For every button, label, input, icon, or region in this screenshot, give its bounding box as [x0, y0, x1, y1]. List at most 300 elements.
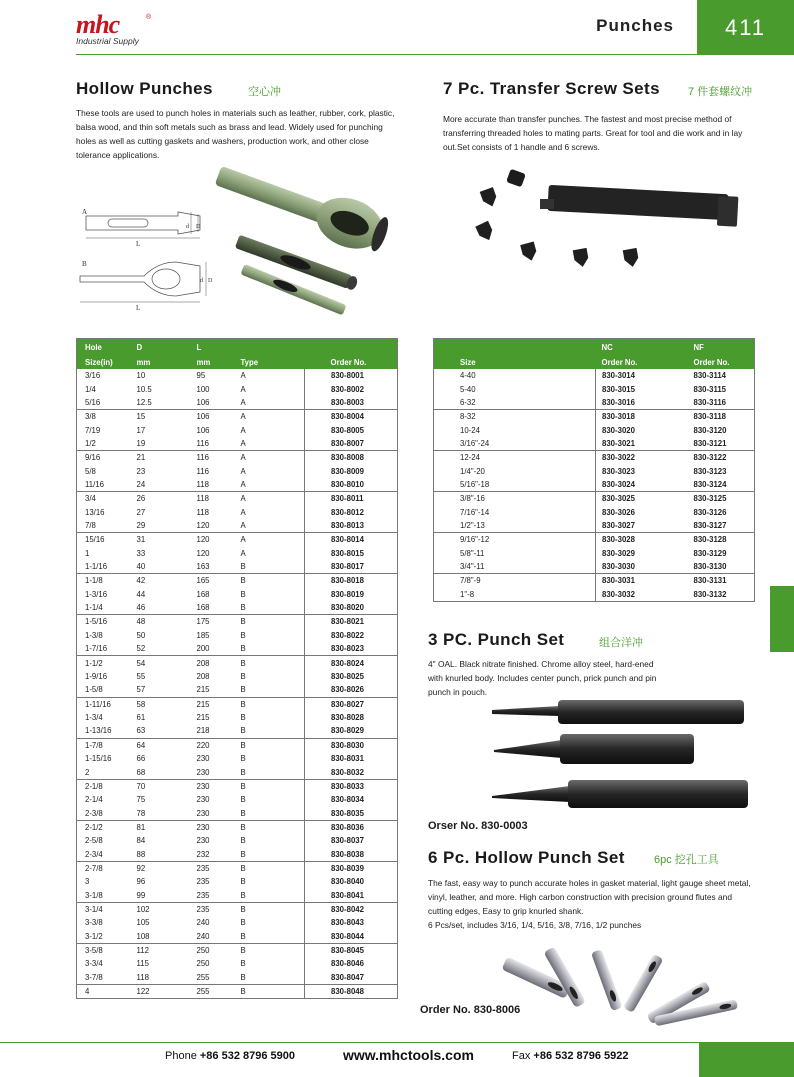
l-mm-cell: 200	[189, 642, 233, 656]
l-mm-cell: 106	[196, 412, 210, 422]
hole-size-cell: 3-1/8	[77, 889, 129, 903]
type-cell: B	[240, 630, 246, 640]
nc-order-cell: 830-3028	[596, 533, 688, 547]
order-no-cell: 830-8021	[305, 615, 398, 629]
col-header: D	[129, 339, 189, 354]
order-no-cell: 830-8012	[305, 505, 398, 519]
table-row	[77, 738, 398, 752]
table-row	[77, 779, 398, 793]
table-row	[77, 752, 398, 766]
d-mm-cell: 64	[136, 740, 146, 750]
size-cell: 7/16"-14	[460, 507, 490, 517]
l-mm-cell: 235	[196, 904, 210, 914]
nc-order-cell: 830-3023	[596, 464, 688, 478]
nc-order-cell: 830-3022	[596, 451, 688, 465]
hole-size-cell: 1-1/2	[85, 658, 103, 668]
order-no-cell: 830-8008	[305, 451, 398, 465]
l-mm-cell: 120	[189, 519, 233, 533]
order-no-cell: 830-8023	[305, 642, 398, 656]
hollow-punches-title-cn: 空心冲	[248, 86, 281, 98]
col-header: NF	[688, 339, 755, 354]
type-cell: B	[240, 754, 246, 764]
transfer-screw-photo	[468, 165, 768, 275]
table-row	[77, 930, 398, 944]
type-cell: A	[233, 519, 305, 533]
type-cell: B	[240, 945, 246, 955]
nf-order-cell: 830-3122	[693, 453, 727, 463]
l-mm-cell: 118	[196, 507, 209, 517]
hole-size-cell: 2-1/8	[85, 781, 103, 791]
table-row	[77, 464, 398, 478]
footer-phone	[165, 1050, 295, 1062]
punch-set-description: 4" OAL. Black nitrate finished. Chrome alloy steel, hard-ened with knurled body. Includes center punch, prick punch and pin punch in pouch.	[428, 659, 657, 697]
size-cell: 5-40	[460, 384, 476, 394]
order-no-cell: 830-8028	[305, 711, 398, 725]
order-no-cell: 830-8011	[305, 492, 398, 506]
page-number: 411	[697, 0, 794, 55]
d-mm-cell: 70	[136, 781, 146, 791]
l-mm-cell: 165	[196, 576, 210, 586]
size-cell: 8-32	[460, 412, 476, 422]
table-row	[77, 971, 398, 985]
hole-size-cell: 1-3/16	[85, 589, 108, 599]
order-no-cell: 830-8004	[305, 410, 398, 424]
type-cell: B	[233, 848, 305, 862]
l-mm-cell: 175	[196, 617, 210, 627]
size-cell: 10-24	[460, 425, 480, 435]
order-no-cell: 830-8036	[305, 820, 398, 834]
l-mm-cell: 235	[196, 877, 210, 887]
table-row	[77, 889, 398, 903]
table-row	[434, 451, 755, 465]
l-mm-cell: 220	[196, 740, 210, 750]
d-mm-cell: 52	[129, 642, 189, 656]
table-row	[434, 560, 755, 574]
d-mm-cell: 15	[136, 412, 146, 422]
nc-order-cell: 830-3021	[596, 437, 688, 451]
nf-order-cell: 830-3125	[693, 494, 727, 504]
d-mm-cell: 84	[136, 836, 146, 846]
d-mm-cell: 10	[136, 370, 146, 380]
type-cell: A	[240, 453, 246, 463]
phone-label: Phone	[165, 1050, 197, 1062]
table-row	[77, 984, 398, 998]
registered-mark-icon: ®	[146, 14, 152, 21]
table-row	[77, 437, 398, 451]
hole-size-cell: 2-3/8	[77, 807, 129, 821]
type-cell: B	[240, 863, 246, 873]
l-mm-cell: 235	[196, 863, 210, 873]
col-header: mm	[189, 354, 233, 369]
order-no-cell: 830-8017	[305, 560, 398, 574]
punch-set-photo	[490, 698, 760, 810]
table-row	[434, 382, 755, 396]
type-cell: B	[233, 560, 305, 574]
hole-size-cell: 15/16	[85, 535, 105, 545]
order-no-cell: 830-8039	[305, 861, 398, 875]
type-cell: A	[240, 425, 246, 435]
hole-size-cell: 7/8	[77, 519, 129, 533]
hole-size-cell: 2	[77, 765, 129, 779]
nc-order-cell: 830-3015	[596, 382, 688, 396]
table-row	[77, 943, 398, 957]
table-row	[77, 916, 398, 930]
footer-website[interactable]	[343, 1047, 474, 1063]
type-cell: B	[233, 601, 305, 615]
hole-size-cell: 1	[85, 548, 90, 558]
l-mm-cell: 215	[189, 683, 233, 697]
size-cell: 4-40	[460, 370, 476, 380]
hole-size-cell: 3-1/2	[77, 930, 129, 944]
table-row	[77, 711, 398, 725]
order-no-cell: 830-8015	[305, 546, 398, 560]
d-mm-cell: 105	[136, 918, 150, 928]
table-row	[77, 615, 398, 629]
type-cell: B	[240, 671, 246, 681]
hole-size-cell: 11/16	[77, 478, 129, 492]
table-row	[77, 505, 398, 519]
table-row	[434, 478, 755, 492]
nf-order-cell: 830-3128	[693, 535, 727, 545]
table-header-row-2	[77, 354, 398, 369]
section-title: Punches	[596, 16, 674, 35]
nf-order-cell: 830-3120	[693, 425, 727, 435]
col-header: mm	[129, 354, 189, 369]
nf-order-cell: 830-3131	[693, 576, 727, 586]
table-row	[434, 519, 755, 533]
order-no-cell: 830-8029	[305, 724, 398, 738]
l-mm-cell: 250	[196, 959, 210, 969]
footer-fax	[512, 1050, 629, 1062]
col-header: NC	[596, 339, 688, 354]
col-header: Size	[434, 354, 596, 369]
table-row	[77, 820, 398, 834]
order-no-cell: 830-8032	[305, 765, 398, 779]
nf-order-cell: 830-3130	[688, 560, 755, 574]
table-row	[77, 848, 398, 862]
hole-size-cell: 13/16	[85, 507, 105, 517]
order-no-cell: 830-8014	[305, 533, 398, 547]
order-no-cell: 830-8047	[305, 971, 398, 985]
table-row	[434, 369, 755, 383]
transfer-screws-table	[433, 338, 755, 602]
diagram-label-a: A	[82, 208, 88, 216]
col-header	[233, 339, 305, 354]
nf-order-cell: 830-3116	[688, 396, 755, 410]
hole-size-cell: 3-1/4	[85, 904, 103, 914]
hole-size-cell: 1/2	[77, 437, 129, 451]
nf-order-cell: 830-3127	[688, 519, 755, 533]
d-mm-cell: 17	[136, 425, 146, 435]
d-mm-cell: 44	[136, 589, 146, 599]
col-header: Hole	[77, 339, 129, 354]
l-mm-cell: 230	[196, 795, 210, 805]
hole-size-cell: 3-3/8	[85, 918, 103, 928]
nf-order-cell: 830-3124	[688, 478, 755, 492]
l-mm-cell: 230	[196, 836, 210, 846]
hole-size-cell: 1-3/4	[85, 713, 103, 723]
hollow-punch-set-contents: 6 Pcs/set, includes 3/16, 1/4, 5/16, 3/8, 7/16, 1/2 punches	[428, 920, 642, 930]
order-no-cell: 830-8001	[305, 369, 398, 383]
l-mm-cell: 230	[189, 765, 233, 779]
logo-tagline: Industrial Supply	[76, 36, 139, 46]
type-cell: B	[233, 642, 305, 656]
l-mm-cell: 116	[196, 466, 209, 476]
order-no-cell: 830-8033	[305, 779, 398, 793]
d-mm-cell: 26	[136, 494, 146, 504]
order-no-cell: 830-8045	[305, 943, 398, 957]
type-cell: B	[240, 589, 246, 599]
hole-size-cell: 1-15/16	[85, 754, 112, 764]
l-mm-cell: 230	[196, 822, 210, 832]
size-cell: 7/8"-9	[460, 576, 481, 586]
hole-size-cell: 1-11/16	[85, 699, 111, 709]
size-cell: 3/16"-24	[434, 437, 596, 451]
hole-size-cell: 3/4	[85, 494, 96, 504]
l-mm-cell: 240	[189, 930, 233, 944]
size-cell: 5/8"-11	[460, 548, 485, 558]
type-cell: B	[240, 781, 246, 791]
d-mm-cell: 88	[129, 848, 189, 862]
order-no-cell: 830-8026	[305, 683, 398, 697]
table-row	[77, 656, 398, 670]
order-no-cell: 830-8013	[305, 519, 398, 533]
order-no-cell: 830-8034	[305, 793, 398, 807]
table-row	[77, 601, 398, 615]
type-cell: A	[240, 412, 246, 422]
punch-set-order-number: Orser No. 830-0003	[428, 820, 528, 832]
type-cell: A	[233, 437, 305, 451]
table-row	[77, 793, 398, 807]
hollow-punch-diagram	[78, 200, 218, 310]
d-mm-cell: 57	[129, 683, 189, 697]
col-header: Order No.	[305, 354, 398, 369]
d-mm-cell: 19	[129, 437, 189, 451]
l-mm-cell: 106	[189, 396, 233, 410]
d-mm-cell: 102	[136, 904, 150, 914]
d-mm-cell: 31	[136, 535, 146, 545]
order-no-cell: 830-8010	[305, 478, 398, 492]
table-row	[77, 519, 398, 533]
phone-number: +86 532 8796 5900	[199, 1050, 295, 1062]
nc-order-cell: 830-3024	[596, 478, 688, 492]
transfer-screws-table-body	[434, 369, 755, 602]
order-no-cell: 830-8030	[305, 738, 398, 752]
hole-size-cell: 2-5/8	[85, 836, 103, 846]
nf-order-cell: 830-3123	[693, 466, 727, 476]
d-mm-cell: 78	[129, 807, 189, 821]
type-cell: A	[240, 507, 246, 517]
diagram-outer-a: D	[196, 224, 201, 230]
order-no-cell: 830-8002	[305, 382, 398, 396]
fax-number: +86 532 8796 5922	[533, 1050, 629, 1062]
table-row	[77, 533, 398, 547]
l-mm-cell: 230	[196, 781, 210, 791]
table-row	[434, 396, 755, 410]
hollow-punch-set-title-cn: 6pc 挖孔工具	[654, 854, 719, 866]
hole-size-cell: 3-7/8	[77, 971, 129, 985]
l-mm-cell: 208	[196, 658, 210, 668]
table-row	[77, 423, 398, 437]
type-cell: A	[240, 494, 246, 504]
l-mm-cell: 106	[196, 425, 210, 435]
d-mm-cell: 12.5	[129, 396, 189, 410]
nf-order-cell: 830-3114	[693, 370, 727, 380]
d-mm-cell: 61	[136, 713, 146, 723]
type-cell: B	[240, 918, 246, 928]
size-cell: 6-32	[434, 396, 596, 410]
order-no-cell: 830-8018	[305, 574, 398, 588]
hole-size-cell: 1-5/16	[85, 617, 108, 627]
col-header: Type	[233, 354, 305, 369]
table-row	[77, 410, 398, 424]
table-row	[77, 396, 398, 410]
table-row	[77, 670, 398, 684]
l-mm-cell: 116	[189, 437, 233, 451]
hole-size-cell: 1/4	[85, 384, 96, 394]
type-cell: B	[233, 724, 305, 738]
order-no-cell: 830-8044	[305, 930, 398, 944]
table-row	[434, 492, 755, 506]
table-row	[77, 369, 398, 383]
type-cell: B	[233, 930, 305, 944]
d-mm-cell: 66	[136, 754, 146, 764]
table-row	[77, 588, 398, 602]
hole-size-cell: 1-7/16	[77, 642, 129, 656]
d-mm-cell: 68	[129, 765, 189, 779]
diagram-length-b: L	[136, 304, 141, 312]
l-mm-cell: 230	[196, 754, 210, 764]
table-row	[434, 533, 755, 547]
type-cell: B	[240, 795, 246, 805]
type-cell: B	[233, 683, 305, 697]
hole-size-cell: 1-9/16	[85, 671, 108, 681]
diagram-outer-b: D	[208, 278, 213, 284]
l-mm-cell: 116	[196, 453, 209, 463]
order-no-cell: 830-8019	[305, 588, 398, 602]
d-mm-cell: 50	[136, 630, 146, 640]
d-mm-cell: 63	[129, 724, 189, 738]
d-mm-cell: 21	[136, 453, 146, 463]
hole-size-cell: 1-1/8	[85, 576, 103, 586]
l-mm-cell: 100	[196, 384, 210, 394]
fax-label: Fax	[512, 1050, 531, 1062]
d-mm-cell: 33	[136, 548, 146, 558]
col-header: Order No.	[688, 354, 755, 369]
order-no-cell: 830-8009	[305, 464, 398, 478]
website-link[interactable]: www.mhctools.com	[343, 1047, 474, 1063]
l-mm-cell: 215	[196, 713, 210, 723]
type-cell: B	[233, 971, 305, 985]
order-no-cell: 830-8025	[305, 670, 398, 684]
col-header	[305, 339, 398, 354]
l-mm-cell: 163	[189, 560, 233, 574]
d-mm-cell: 23	[136, 466, 146, 476]
hole-size-cell: 2-3/4	[77, 848, 129, 862]
hole-size-cell: 1-1/4	[77, 601, 129, 615]
l-mm-cell: 240	[196, 918, 210, 928]
type-cell: B	[240, 576, 246, 586]
nf-order-cell: 830-3121	[688, 437, 755, 451]
order-no-cell: 830-8048	[305, 984, 398, 998]
l-mm-cell: 120	[196, 548, 210, 558]
hole-size-cell: 9/16	[85, 453, 101, 463]
table-row	[77, 451, 398, 465]
hole-size-cell: 2-1/2	[85, 822, 103, 832]
transfer-screws-title: 7 Pc. Transfer Screw Sets	[443, 79, 660, 98]
hollow-punch-set-order-number: Order No. 830-8006	[420, 1004, 521, 1016]
order-no-cell: 830-8020	[305, 601, 398, 615]
table-row	[77, 478, 398, 492]
order-no-cell: 830-8007	[305, 437, 398, 451]
type-cell: A	[233, 396, 305, 410]
nf-order-cell: 830-3129	[693, 548, 727, 558]
table-row	[77, 902, 398, 916]
table-row	[77, 724, 398, 738]
type-cell: B	[233, 889, 305, 903]
nc-order-cell: 830-3030	[596, 560, 688, 574]
d-mm-cell: 115	[136, 959, 149, 969]
nc-order-cell: 830-3025	[596, 492, 688, 506]
type-cell: B	[240, 740, 246, 750]
table-header-row-1	[77, 339, 398, 354]
hole-size-cell: 5/16	[77, 396, 129, 410]
d-mm-cell: 75	[136, 795, 146, 805]
l-mm-cell: 118	[189, 478, 233, 492]
type-cell: A	[240, 370, 246, 380]
type-cell: A	[233, 478, 305, 492]
hollow-punches-table-body	[77, 369, 398, 999]
d-mm-cell: 24	[129, 478, 189, 492]
table-row	[77, 574, 398, 588]
type-cell: B	[240, 877, 246, 887]
hollow-punch-set-photo	[494, 940, 764, 1025]
d-mm-cell: 58	[136, 699, 146, 709]
diagram-inner-b: d	[200, 278, 203, 284]
table-row	[77, 834, 398, 848]
diagram-label-b: B	[82, 260, 87, 268]
type-cell: B	[240, 986, 246, 996]
table-row	[77, 861, 398, 875]
nf-order-cell: 830-3126	[693, 507, 727, 517]
hollow-punches-table	[76, 338, 398, 999]
nc-order-cell: 830-3016	[596, 396, 688, 410]
transfer-screws-description: More accurate than transfer punches. The fastest and most precise method of transferring threaded holes to mating parts. Great for tool and die work and in lay out.Set consists of 1 handle and 6 screws.	[443, 114, 743, 152]
l-mm-cell: 120	[196, 535, 210, 545]
hole-size-cell: 2-1/4	[85, 795, 103, 805]
header-divider	[76, 54, 697, 55]
l-mm-cell: 250	[196, 945, 210, 955]
table-row	[434, 423, 755, 437]
hole-size-cell: 1-1/16	[77, 560, 129, 574]
size-cell: 3/8"-16	[460, 494, 485, 504]
d-mm-cell: 92	[136, 863, 146, 873]
hollow-punches-title: Hollow Punches	[76, 79, 213, 98]
d-mm-cell: 118	[129, 971, 189, 985]
type-cell: B	[240, 617, 246, 627]
table-row	[434, 574, 755, 588]
hollow-punch-photo	[212, 178, 402, 328]
d-mm-cell: 10.5	[136, 384, 152, 394]
size-cell: 1/4"-20	[460, 466, 485, 476]
hole-size-cell: 3/16	[85, 370, 101, 380]
order-no-cell: 830-8003	[305, 396, 398, 410]
table-row	[77, 642, 398, 656]
d-mm-cell: 27	[136, 507, 146, 517]
side-index-tab	[770, 586, 794, 652]
l-mm-cell: 185	[196, 630, 210, 640]
table-row	[77, 875, 398, 889]
